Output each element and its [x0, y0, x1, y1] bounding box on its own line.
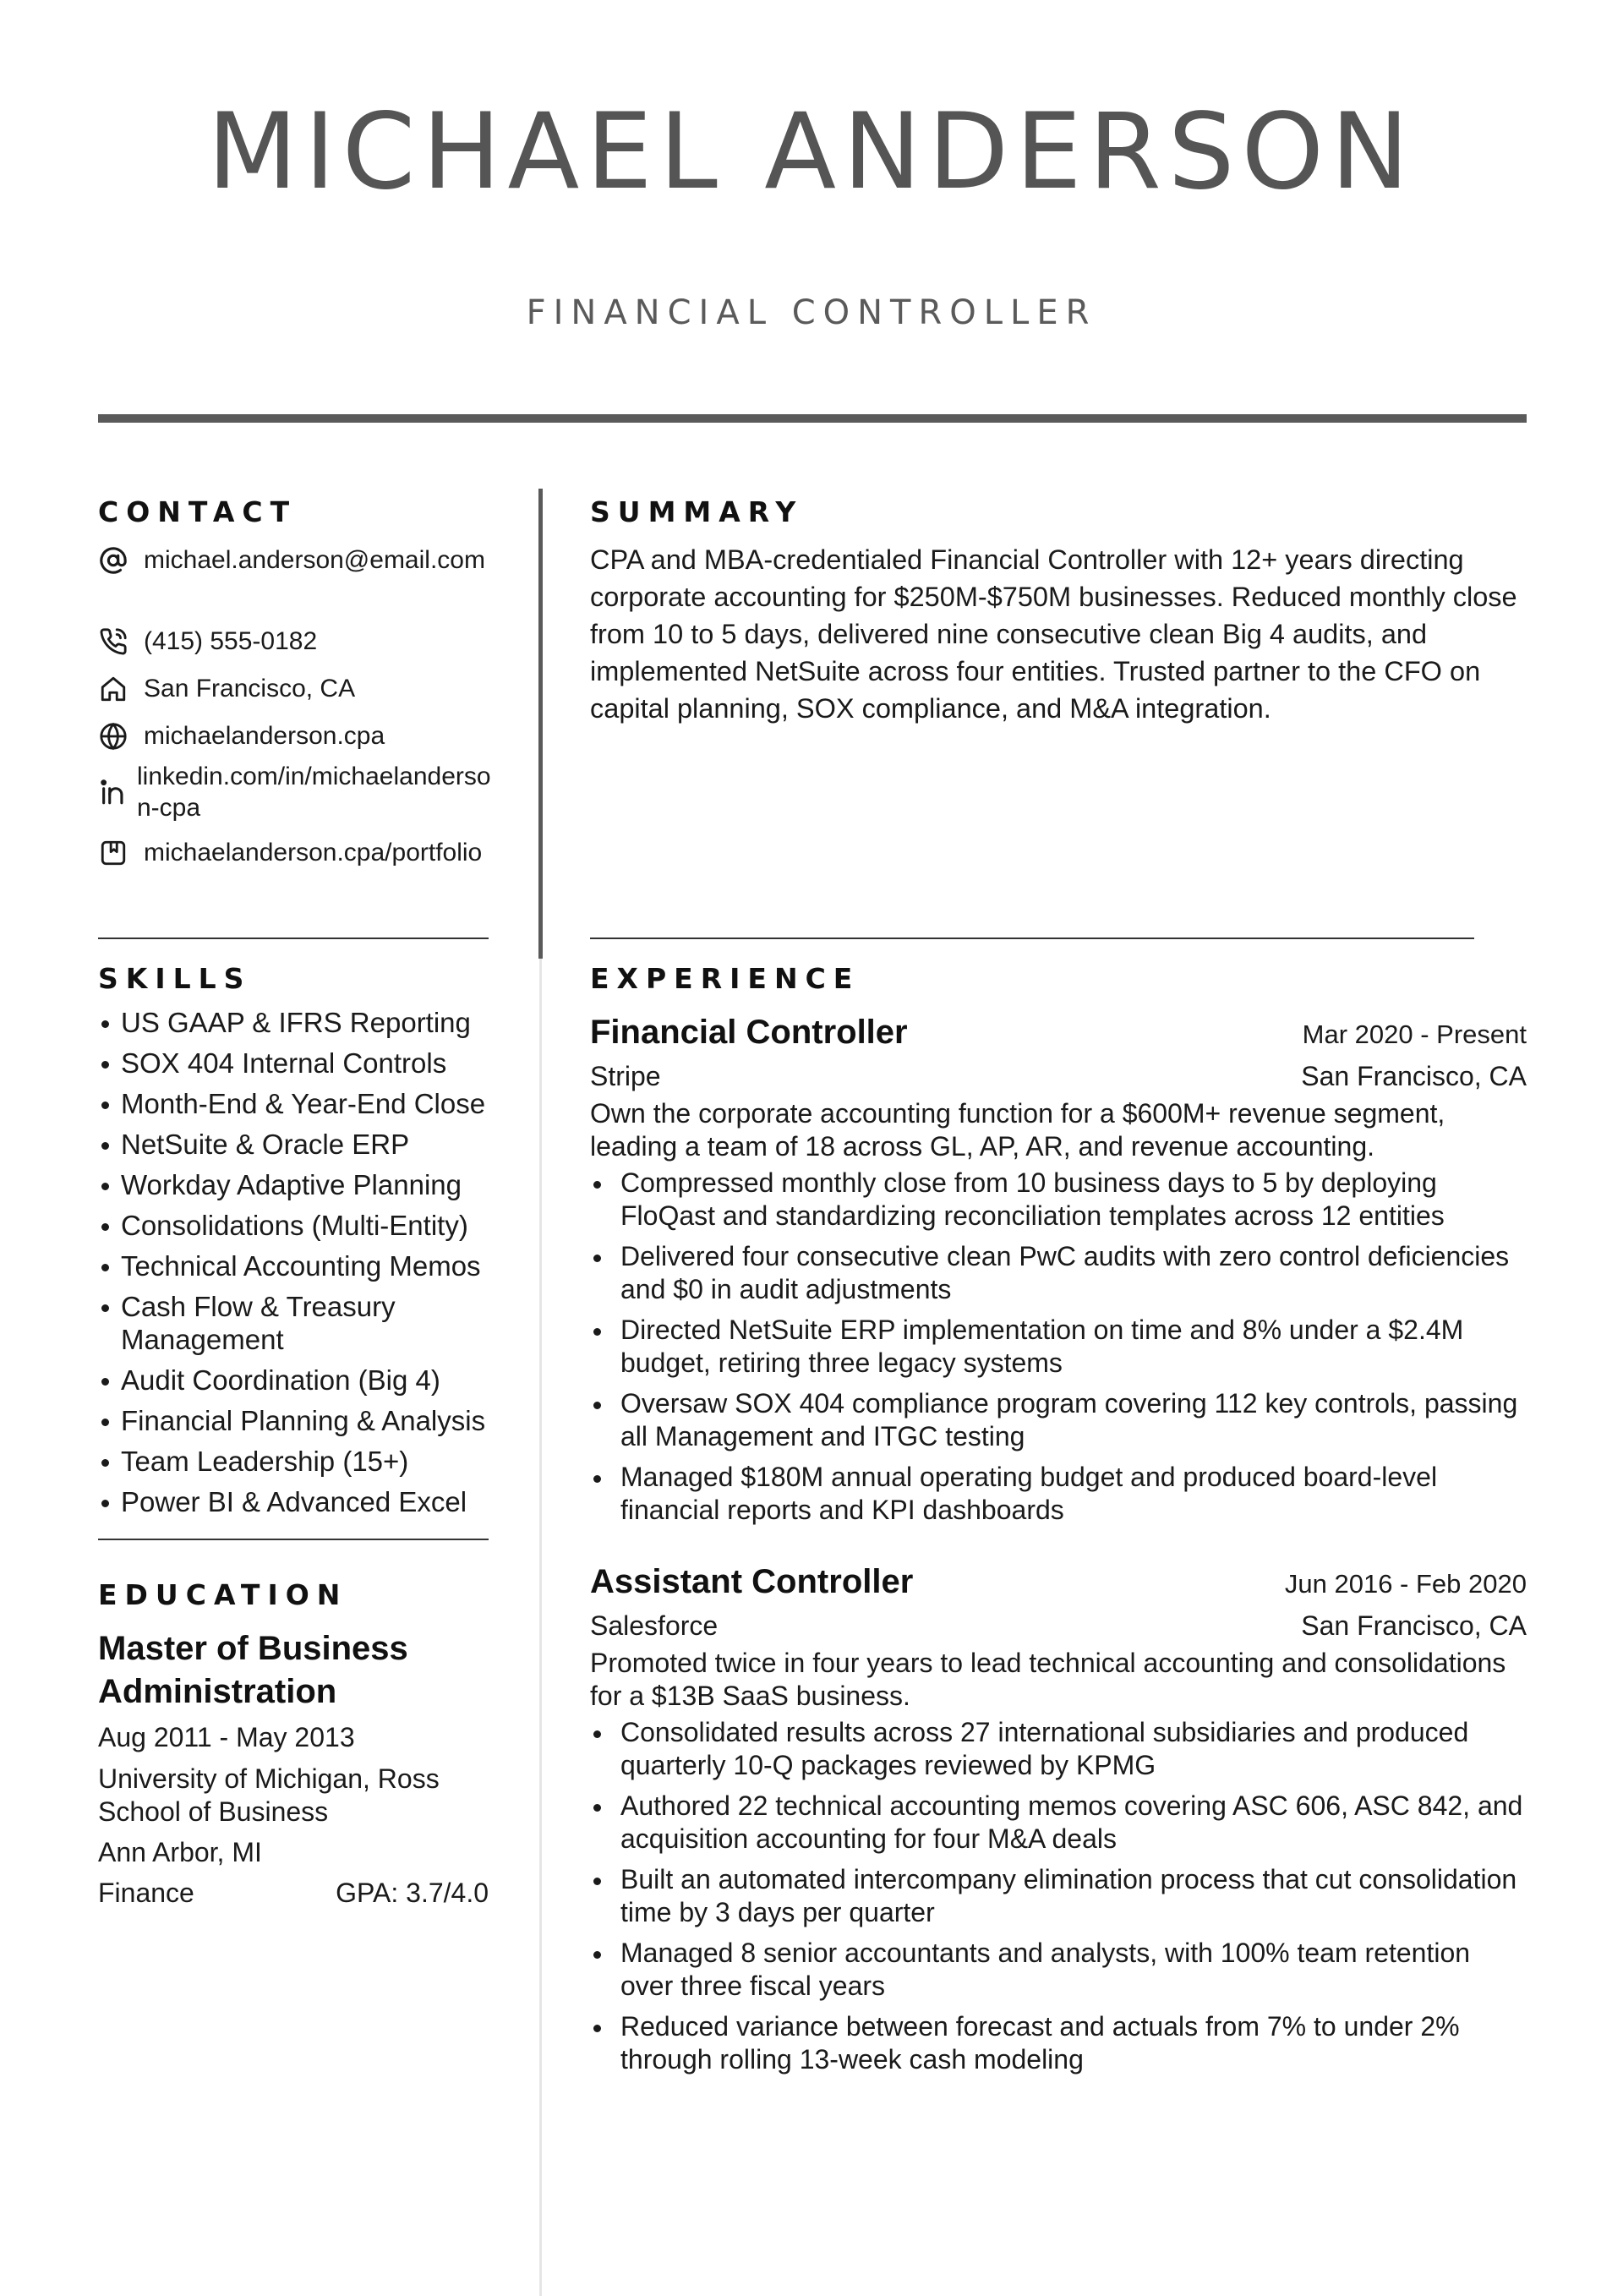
- column-divider-accent: [538, 489, 543, 959]
- candidate-name: MICHAEL ANDERSON: [207, 91, 1416, 213]
- education-heading: EDUCATION: [98, 1578, 348, 1611]
- summary-text: CPA and MBA-credentialed Financial Controller with 12+ years directing corporate accounting for $250M-$750M businesses. Reduced monthly close from 10 to 5 days, delivered nine consecutive clean Big 4 audits, and implemented NetSuite across four entities. Trusted partner to the CFO on capital planning, SOX compliance, and M&A integration.: [590, 544, 1517, 724]
- contact-website-text: michaelanderson.cpa: [144, 722, 385, 750]
- job-description: Promoted twice in four years to lead technical accounting and consolidations for a $13B SaaS business.: [590, 1648, 1506, 1711]
- job-dates: Jun 2016 - Feb 2020: [1284, 1569, 1527, 1599]
- globe-icon: [98, 721, 128, 752]
- contact-linkedin[interactable]: [98, 761, 495, 823]
- education-degree: Master of Business Administration: [98, 1630, 408, 1710]
- skill-item: Workday Adaptive Planning: [98, 1168, 495, 1201]
- job-description: Own the corporate accounting function for a $600M+ revenue segment, leading a team of 18 across GL, AP, AR, and revenue accounting.: [590, 1098, 1445, 1162]
- contact-website[interactable]: [98, 720, 495, 752]
- achievement-item: Directed NetSuite ERP implementation on time and 8% under a $2.4M budget, retiring three legacy systems: [590, 1314, 1527, 1380]
- contact-heading: CONTACT: [98, 495, 298, 528]
- candidate-title: FINANCIAL CONTROLLER: [526, 293, 1097, 332]
- skill-item: Team Leadership (15+): [98, 1445, 495, 1478]
- education-school: University of Michigan, Ross School of Business: [98, 1763, 440, 1827]
- header-divider: [98, 414, 1527, 423]
- contact-phone[interactable]: [98, 626, 495, 657]
- skill-item: US GAAP & IFRS Reporting: [98, 1006, 495, 1039]
- achievement-item: Built an automated intercompany elimination process that cut consolidation time by 3 days per quarter: [590, 1863, 1527, 1929]
- summary-divider: [590, 938, 1474, 939]
- contact-portfolio[interactable]: [98, 837, 495, 868]
- skills-divider: [98, 1539, 489, 1540]
- skill-item: Power BI & Advanced Excel: [98, 1485, 495, 1518]
- education-location: Ann Arbor, MI: [98, 1837, 262, 1867]
- experience-heading: EXPERIENCE: [590, 962, 861, 995]
- job-entry: [590, 1561, 1527, 2084]
- job-title: Financial Controller: [590, 1014, 908, 1051]
- linkedin-icon: [98, 777, 128, 807]
- achievement-item: Consolidated results across 27 international subsidiaries and produced quarterly 10-Q packages reviewed by KPMG: [590, 1716, 1527, 1782]
- education-gpa: GPA: 3.7/4.0: [336, 1878, 489, 1908]
- achievement-item: Reduced variance between forecast and actuals from 7% to under 2% through rolling 13-week cash modeling: [590, 2010, 1527, 2076]
- job-company: Stripe: [590, 1061, 661, 1091]
- education-field-gpa: [98, 1877, 489, 1909]
- achievement-item: Managed 8 senior accountants and analysts, with 100% team retention over three fiscal years: [590, 1937, 1527, 2003]
- skill-item: NetSuite & Oracle ERP: [98, 1128, 495, 1161]
- job-location: San Francisco, CA: [1301, 1061, 1527, 1091]
- education-dates: Aug 2011 - May 2013: [98, 1722, 355, 1752]
- skills-list: [98, 1006, 495, 1526]
- skills-heading: SKILLS: [98, 962, 252, 995]
- contact-portfolio-text: michaelanderson.cpa/portfolio: [144, 839, 483, 866]
- education-field: Finance: [98, 1878, 194, 1908]
- skill-item: SOX 404 Internal Controls: [98, 1047, 495, 1080]
- summary-heading: SUMMARY: [590, 495, 804, 528]
- at-sign-icon: [98, 545, 128, 576]
- portfolio-icon: [98, 838, 128, 868]
- job-location: San Francisco, CA: [1301, 1610, 1527, 1641]
- job-entry: [590, 1012, 1527, 1534]
- job-dates: Mar 2020 - Present: [1302, 1020, 1527, 1049]
- achievement-item: Oversaw SOX 404 compliance program covering 112 key controls, passing all Management and ITGC testing: [590, 1387, 1527, 1453]
- achievement-item: Delivered four consecutive clean PwC audits with zero control deficiencies and $0 in audit adjustments: [590, 1240, 1527, 1306]
- skill-item: Technical Accounting Memos: [98, 1249, 495, 1282]
- contact-phone-text: (415) 555-0182: [144, 627, 318, 655]
- skill-item: Month-End & Year-End Close: [98, 1087, 495, 1120]
- home-icon: [98, 674, 128, 704]
- skill-item: Audit Coordination (Big 4): [98, 1364, 495, 1397]
- contact-location-text: San Francisco, CA: [144, 675, 356, 702]
- skill-item: Cash Flow & Treasury Management: [98, 1290, 419, 1356]
- job-title: Assistant Controller: [590, 1563, 914, 1600]
- contact-email-text: michael.anderson@email.com: [144, 546, 485, 574]
- skill-item: Consolidations (Multi-Entity): [98, 1209, 495, 1242]
- contact-location: [98, 673, 495, 704]
- job-achievements: [590, 1716, 1527, 2076]
- skill-item: Financial Planning & Analysis: [98, 1404, 495, 1437]
- phone-icon: [98, 626, 128, 657]
- job-company: Salesforce: [590, 1610, 719, 1641]
- job-achievements: [590, 1167, 1527, 1527]
- contact-divider: [98, 938, 489, 939]
- contact-email[interactable]: [98, 544, 495, 576]
- contact-linkedin-text: linkedin.com/in/michaelanderson-cpa: [137, 763, 491, 822]
- achievement-item: Authored 22 technical accounting memos covering ASC 606, ASC 842, and acquisition accounting for four M&A deals: [590, 1790, 1527, 1856]
- achievement-item: Managed $180M annual operating budget and produced board-level financial reports and KPI dashboards: [590, 1461, 1527, 1527]
- achievement-item: Compressed monthly close from 10 business days to 5 by deploying FloQast and standardizing reconciliation templates across 12 entities: [590, 1167, 1527, 1233]
